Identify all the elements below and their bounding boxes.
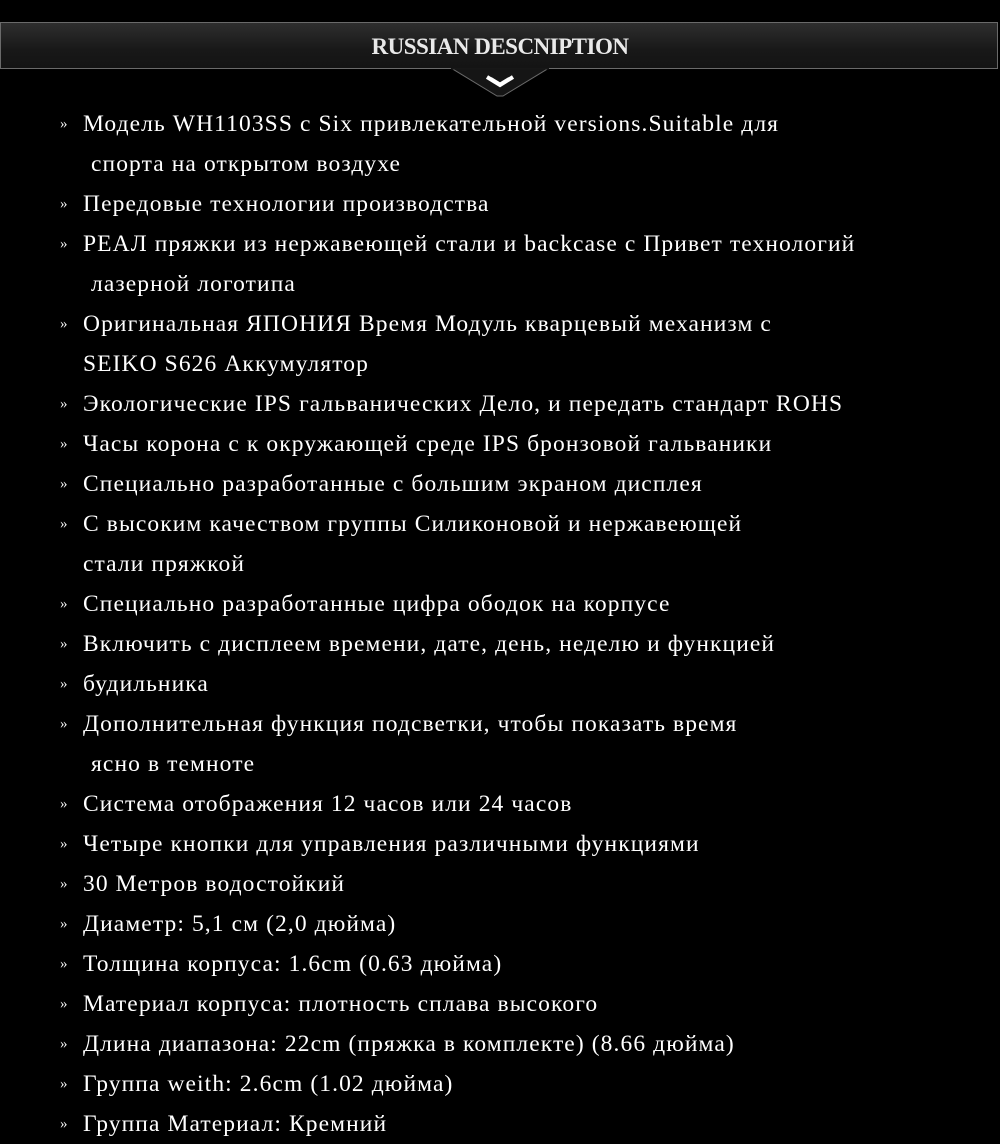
feature-item [0, 824, 1000, 864]
feature-text: Часы корона с к окружающей среде IPS бронзовой гальваники [83, 431, 773, 457]
feature-item [0, 904, 1000, 944]
feature-item [0, 424, 1000, 464]
feature-text: Толщина корпуса: 1.6cm (0.63 дюйма) [83, 951, 503, 977]
bullet-icon: » [60, 1036, 64, 1052]
feature-text: Оригинальная ЯПОНИЯ Время Модуль кварцевый механизм с [83, 311, 772, 337]
feature-item [0, 1024, 1000, 1064]
feature-item [0, 104, 1000, 144]
bullet-icon: » [60, 876, 64, 892]
feature-item-continuation [0, 344, 1000, 384]
chevron-down-icon [451, 68, 549, 100]
feature-item [0, 304, 1000, 344]
bullet-icon: » [60, 796, 64, 812]
feature-item [0, 944, 1000, 984]
bullet-icon: » [60, 396, 64, 412]
feature-text: Группа Материал: Кремний [83, 1111, 388, 1137]
feature-item [0, 464, 1000, 504]
bullet-icon: » [60, 636, 64, 652]
feature-item-continuation [0, 264, 1000, 304]
feature-text: Длина диапазона: 22cm (пряжка в комплекте) (8.66 дюйма) [83, 1031, 735, 1057]
feature-item [0, 624, 1000, 664]
section-title: RUSSIAN DESCNIPTION [371, 34, 629, 59]
bullet-icon: » [60, 996, 64, 1012]
feature-text: ясно в темноте [91, 751, 256, 777]
feature-item-continuation [0, 744, 1000, 784]
feature-text: Группа weith: 2.6cm (1.02 дюйма) [83, 1071, 454, 1097]
bullet-icon: » [60, 676, 64, 692]
feature-text: стали пряжкой [83, 551, 246, 577]
bullet-icon: » [60, 516, 64, 532]
feature-item-continuation [0, 144, 1000, 184]
bullet-icon: » [60, 436, 64, 452]
feature-text: Экологические IPS гальванических Дело, и передать стандарт ROHS [83, 391, 844, 417]
bullet-icon: » [60, 596, 64, 612]
bullet-icon: » [60, 196, 64, 212]
feature-item [0, 504, 1000, 544]
bullet-icon: » [60, 116, 64, 132]
feature-text: будильника [83, 671, 209, 697]
bullet-icon: » [60, 916, 64, 932]
feature-item [0, 1104, 1000, 1144]
feature-text: Дополнительная функция подсветки, чтобы показать время [83, 711, 738, 737]
feature-text: Специально разработанные с большим экраном дисплея [83, 471, 703, 497]
feature-text: Диаметр: 5,1 см (2,0 дюйма) [83, 911, 397, 937]
bullet-icon: » [60, 836, 64, 852]
bullet-icon: » [60, 316, 64, 332]
feature-text: Материал корпуса: плотность сплава высокого [83, 991, 599, 1017]
feature-text: Система отображения 12 часов или 24 часов [83, 791, 573, 817]
bullet-icon: » [60, 956, 64, 972]
feature-item [0, 224, 1000, 264]
feature-text: SEIKO S626 Аккумулятор [83, 351, 369, 377]
feature-item [0, 784, 1000, 824]
bullet-icon: » [60, 476, 64, 492]
feature-item [0, 1064, 1000, 1104]
bullet-icon: » [60, 236, 64, 252]
feature-item [0, 864, 1000, 904]
bullet-icon: » [60, 716, 64, 732]
feature-item [0, 704, 1000, 744]
feature-item [0, 384, 1000, 424]
bullet-icon: » [60, 1116, 64, 1132]
feature-text: Включить с дисплеем времени, дате, день, неделю и функцией [83, 631, 776, 657]
feature-text: 30 Метров водостойкий [83, 871, 346, 897]
feature-item-continuation [0, 544, 1000, 584]
feature-text: спорта на открытом воздухе [91, 151, 402, 177]
feature-text: PEAЛ пряжки из нержавеющей стали и backcase с Привет технологий [83, 231, 856, 257]
feature-text: лазерной логотипа [91, 271, 296, 297]
feature-text: С высоким качеством группы Силиконовой и нержавеющей [83, 511, 743, 537]
feature-text: Передовые технологии производства [83, 191, 490, 217]
feature-text: Модель WH1103SS с Six привлекательной versions.Suitable для [83, 111, 780, 137]
feature-item [0, 184, 1000, 224]
feature-text: Специально разработанные цифра ободок на корпусе [83, 591, 671, 617]
feature-item [0, 664, 1000, 704]
feature-item [0, 984, 1000, 1024]
feature-item [0, 584, 1000, 624]
bullet-icon: » [60, 1076, 64, 1092]
feature-text: Четыре кнопки для управления различными функциями [83, 831, 700, 857]
feature-list [0, 104, 1000, 1144]
